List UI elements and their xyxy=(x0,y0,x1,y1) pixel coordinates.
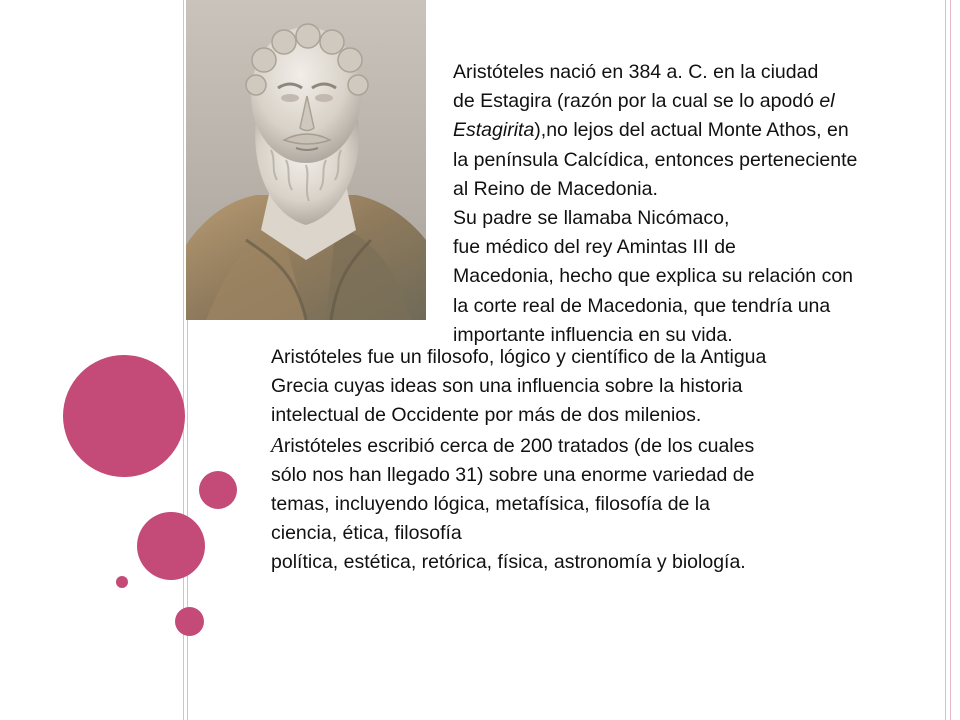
decorative-circle-small xyxy=(116,576,128,588)
text-segment: Estagirita xyxy=(453,119,535,142)
text-line xyxy=(453,262,953,291)
text-segment: al Reino de Macedonia. xyxy=(453,177,658,200)
text-segment: fue médico del rey Amintas III de xyxy=(453,236,736,259)
text-segment: Su padre se llamaba Nicómaco, xyxy=(453,207,730,230)
text-segment: ),no lejos del actual Monte Athos, en xyxy=(534,119,849,142)
text-line xyxy=(271,548,911,577)
text-line xyxy=(271,519,911,548)
text-line xyxy=(453,58,953,87)
decorative-circle-medium-small xyxy=(175,607,204,636)
text-segment: Aristóteles fue un filosofo, lógico y científico de la Antigua xyxy=(271,346,767,368)
text-line xyxy=(453,116,953,145)
text-line xyxy=(271,431,911,461)
text-segment: Grecia cuyas ideas son una influencia sobre la historia xyxy=(271,375,743,398)
text-line xyxy=(453,233,953,262)
text-segment: Macedonia, hecho que explica su relación con xyxy=(453,265,854,288)
text-line xyxy=(271,343,911,372)
biography-text-top xyxy=(453,58,953,350)
text-line xyxy=(453,175,953,204)
text-segment: la corte real de Macedonia, que tendría una xyxy=(453,294,831,317)
text-segment: Aristóteles nació en 384 a. C. en la ciudad xyxy=(453,61,819,83)
decorative-circle-large xyxy=(63,355,185,477)
decorative-circle-medium-large xyxy=(137,512,205,580)
text-segment: de Estagira (razón por la cual se lo apodó xyxy=(453,90,820,113)
text-segment: ristóteles escribió cerca de 200 tratados (de los cuales xyxy=(283,434,755,457)
decorative-circle-medium xyxy=(199,471,237,509)
text-segment: ciencia, ética, filosofía xyxy=(271,522,462,545)
text-segment: sólo nos han llegado 31) sobre una enorme variedad de xyxy=(271,463,755,486)
biography-text-bottom xyxy=(271,343,911,578)
aristotle-bust-image xyxy=(186,0,426,320)
text-line xyxy=(271,372,911,401)
text-line xyxy=(453,87,953,116)
text-segment: intelectual de Occidente por más de dos milenios. xyxy=(271,404,702,427)
text-line xyxy=(453,146,953,175)
text-segment: el xyxy=(819,90,835,113)
text-segment: A xyxy=(271,432,284,457)
text-line xyxy=(271,490,911,519)
text-segment: política, estética, retórica, física, astronomía y biología. xyxy=(271,551,746,574)
text-segment: la península Calcídica, entonces perteneciente xyxy=(453,148,858,171)
text-segment: temas, incluyendo lógica, metafísica, filosofía de la xyxy=(271,493,710,516)
text-line xyxy=(271,401,911,430)
text-segment: importante influencia en su vida. xyxy=(453,323,733,346)
text-line xyxy=(271,461,911,490)
text-line xyxy=(453,292,953,321)
text-line xyxy=(453,204,953,233)
